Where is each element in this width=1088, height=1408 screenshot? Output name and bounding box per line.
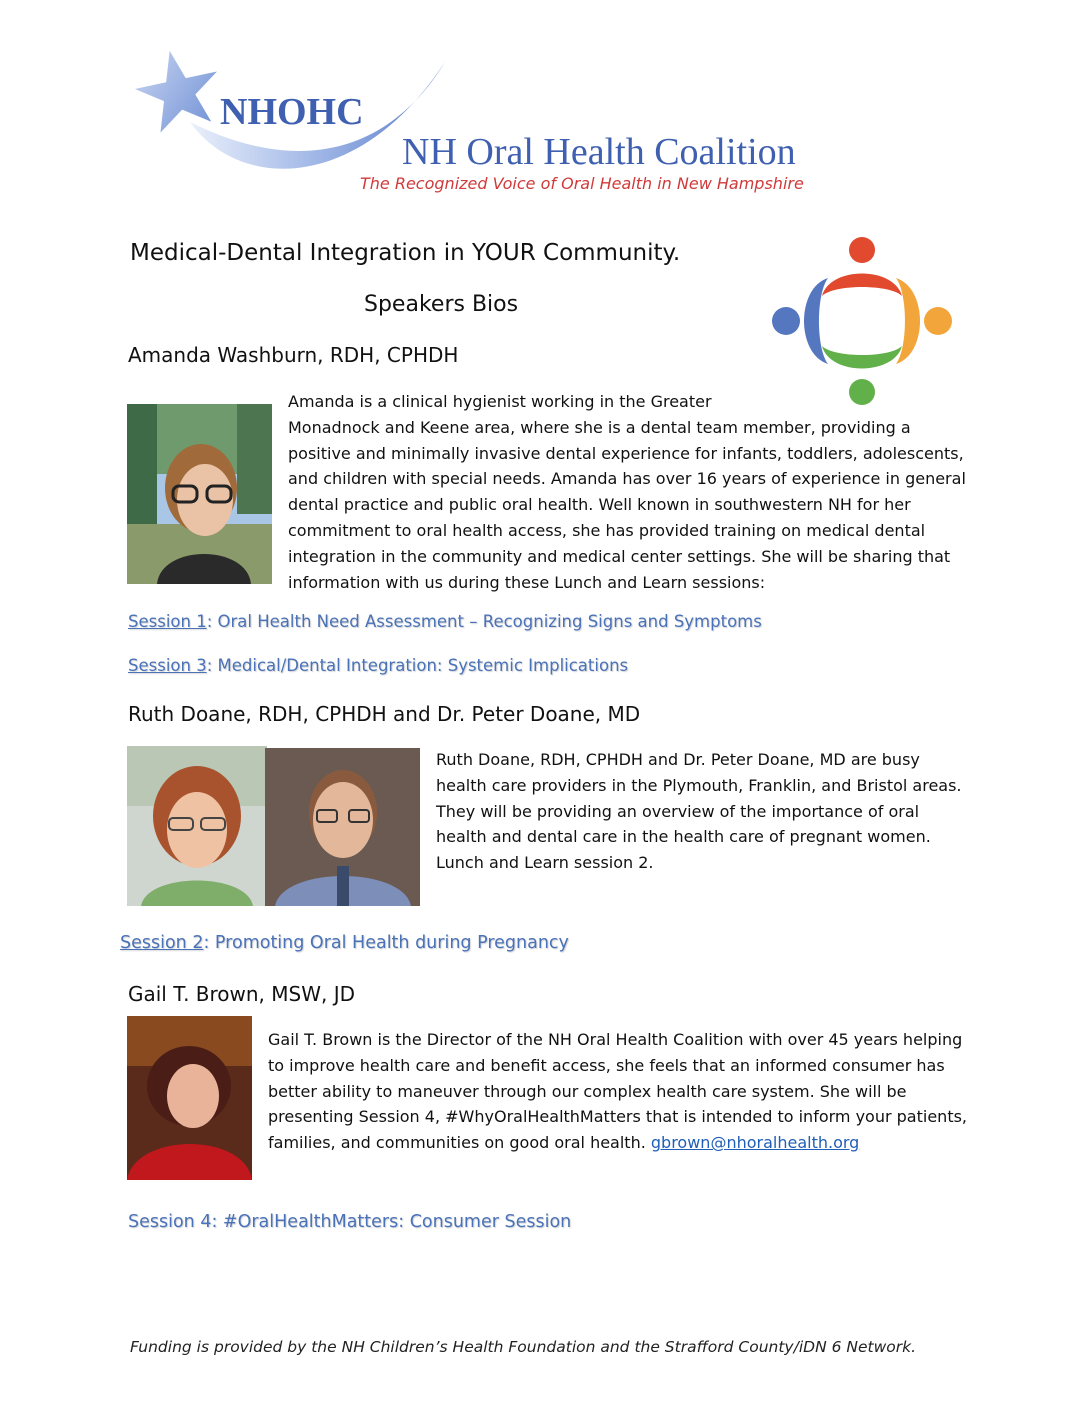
- session-3-label[interactable]: Session 3: [128, 656, 207, 675]
- community-circle-icon: [770, 236, 954, 406]
- bio-line: families, and communities on good oral health.: [268, 1133, 651, 1153]
- bio-line: and children with special needs. Amanda has over 16 years of experience in general: [288, 469, 966, 489]
- portrait-peter-icon: [265, 748, 420, 906]
- bio-line: integration in the community and medical center settings. She will be sharing that: [288, 546, 951, 566]
- session-4-title[interactable]: Session 4: #OralHealthMatters: Consumer Session: [128, 1212, 572, 1232]
- bio-doane: [436, 747, 976, 876]
- bio-line: Monadnock and Keene area, where she is a dental team member, providing a: [288, 417, 911, 437]
- session-1-title: : Oral Health Need Assessment – Recognizing Signs and Symptoms: [206, 612, 762, 631]
- logo-acronym: NHOHC: [220, 91, 364, 133]
- portrait-gail-icon: [127, 1016, 252, 1180]
- logo-name: NH Oral Health Coalition: [402, 131, 796, 173]
- portrait-amanda-icon: [127, 404, 272, 584]
- speaker-name-gail: Gail T. Brown, MSW, JD: [128, 982, 356, 1006]
- session-3-title: : Medical/Dental Integration: Systemic Implications: [206, 656, 629, 675]
- session-4-link[interactable]: [128, 1212, 571, 1232]
- funding-footer: Funding is provided by the NH Children’s Health Foundation and the Strafford County/iDN 6 Network.: [130, 1338, 917, 1356]
- logo-tagline: The Recognized Voice of Oral Health in New Hampshire: [360, 174, 804, 193]
- session-2-label[interactable]: Session 2: [120, 933, 204, 953]
- photo-gail: [127, 1016, 252, 1180]
- email-link[interactable]: gbrown@nhoralhealth.org: [650, 1133, 860, 1153]
- bio-line: Lunch and Learn session 2.: [436, 853, 654, 873]
- bio-line: They will be providing an overview of the importance of oral: [436, 801, 920, 821]
- photo-amanda: [127, 404, 272, 584]
- photo-peter-doane: [265, 748, 420, 906]
- bio-line: Ruth Doane, RDH, CPHDH and Dr. Peter Doane, MD are busy: [436, 750, 920, 769]
- session-1-link[interactable]: [128, 612, 762, 631]
- session-3-link[interactable]: [128, 656, 628, 675]
- bio-line: better ability to maneuver through our complex health care system. She will be: [268, 1081, 907, 1101]
- bio-line: health care providers in the Plymouth, Franklin, and Bristol areas.: [436, 775, 962, 795]
- bio-line: information with us during these Lunch and Learn sessions:: [288, 572, 766, 592]
- session-1-label[interactable]: Session 1: [128, 612, 207, 631]
- speaker-name-amanda: Amanda Washburn, RDH, CPHDH: [128, 343, 459, 367]
- portrait-ruth-icon: [127, 746, 267, 906]
- page-subtitle: Speakers Bios: [364, 292, 519, 317]
- bio-line: positive and minimally invasive dental experience for infants, toddlers, adolescents,: [288, 443, 964, 463]
- bio-line: Gail T. Brown is the Director of the NH Oral Health Coalition with over 45 years helping: [268, 1030, 963, 1049]
- speaker-name-doane: Ruth Doane, RDH, CPHDH and Dr. Peter Doane, MD: [128, 702, 641, 726]
- bio-line: presenting Session 4, #WhyOralHealthMatters that is intended to inform your patients,: [268, 1107, 968, 1127]
- bio-line: Amanda is a clinical hygienist working in the Greater: [288, 392, 712, 411]
- session-2-title: : Promoting Oral Health during Pregnancy: [203, 933, 569, 953]
- bio-line-with-email: [268, 1130, 978, 1156]
- session-2-link[interactable]: [120, 933, 569, 953]
- bio-gail: [268, 1027, 978, 1156]
- bio-line: dental practice and public oral health. Well known in southwestern NH for her: [288, 495, 911, 515]
- bio-line: commitment to oral health access, she has provided training on medical dental: [288, 520, 926, 540]
- nhohc-logo: [130, 42, 850, 202]
- bio-line: to improve health care and benefit access, she feels that an informed consumer has: [268, 1055, 945, 1075]
- bio-amanda: [288, 389, 968, 595]
- page-title: Medical-Dental Integration in YOUR Community.: [130, 240, 681, 266]
- photo-ruth-doane: [127, 746, 267, 906]
- bio-line: health and dental care in the health care of pregnant women.: [436, 827, 931, 847]
